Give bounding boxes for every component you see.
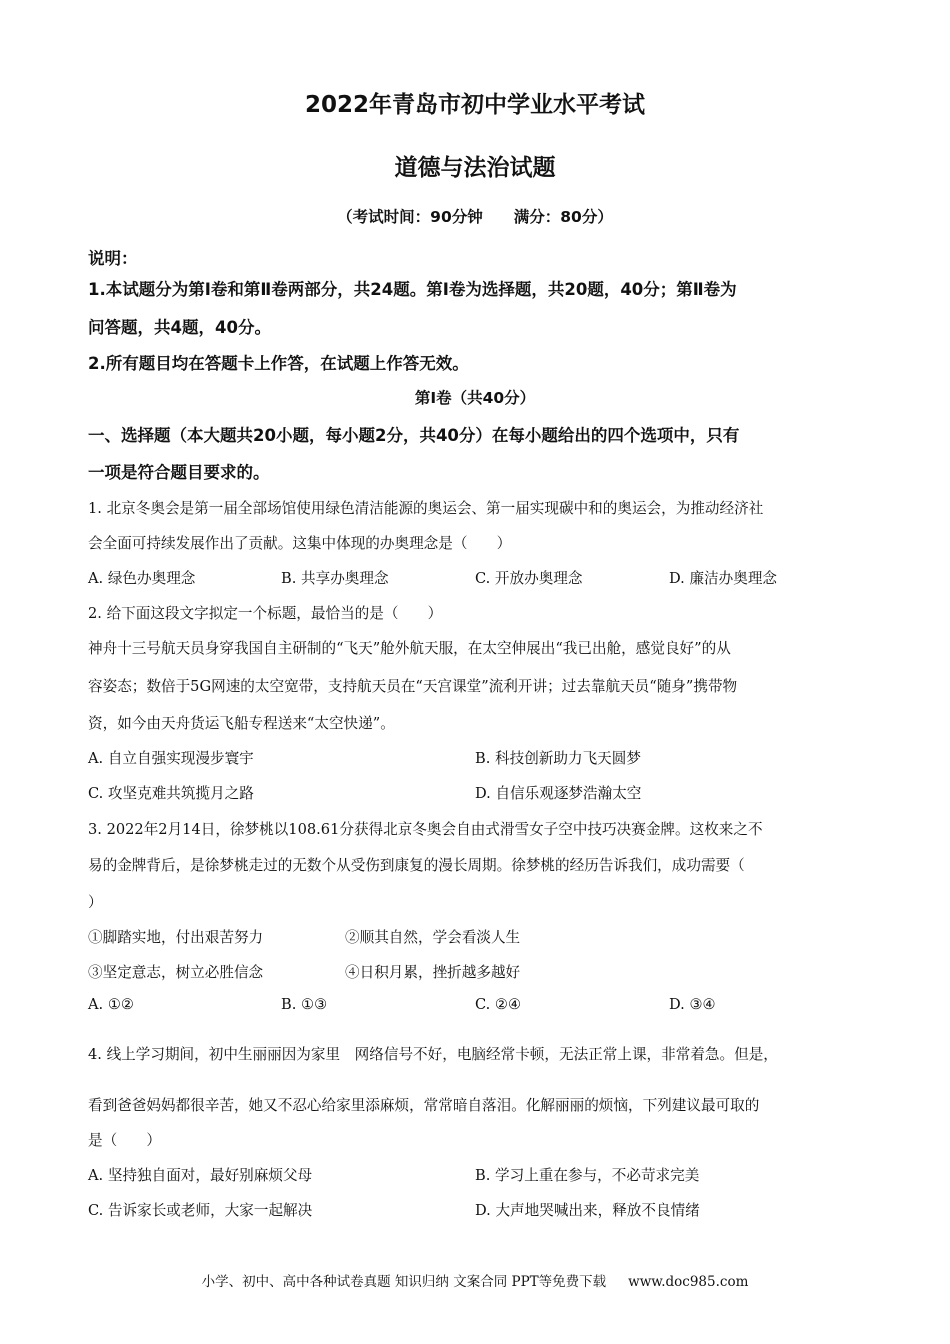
question-2-passage-c: 资，如今由天舟货运飞船专程送来“太空快递”。 bbox=[88, 715, 395, 732]
question-1-stem-b: 会全面可持续发展作出了贡献。这集中体现的办奥理念是（ ） bbox=[88, 535, 512, 552]
q3-statement-4: ④日积月累，挫折越多越好 bbox=[345, 964, 521, 981]
exam-info: （考试时间：90分钟 满分：80分） bbox=[337, 208, 613, 226]
q2-option-b: B. 科技创新助力飞天圆梦 bbox=[475, 750, 641, 767]
question-3-stem-b: 易的金牌背后，是徐梦桃走过的无数个从受伤到康复的漫长周期。徐梦桃的经历告诉我们，成功需要（ bbox=[88, 857, 745, 874]
section-heading-b: 一项是符合题目要求的。 bbox=[88, 463, 270, 482]
section-heading-a: 一、选择题（本大题共20小题，每小题2分，共40分）在每小题给出的四个选项中，只有 bbox=[88, 426, 740, 445]
instruction-line-1a: 1.本试题分为第Ⅰ卷和第Ⅱ卷两部分，共24题。第Ⅰ卷为选择题，共20题，40分；第Ⅱ卷为 bbox=[88, 280, 737, 299]
q4-option-a: A. 坚持独自面对，最好别麻烦父母 bbox=[88, 1167, 313, 1184]
q1-option-b: B. 共享办奥理念 bbox=[281, 570, 389, 587]
q3-statement-2: ②顺其自然，学会看淡人生 bbox=[345, 929, 521, 946]
q2-option-c: C. 攻坚克难共筑揽月之路 bbox=[88, 785, 254, 802]
page-footer bbox=[0, 1270, 950, 1290]
q3-option-a: A. ①② bbox=[88, 996, 134, 1013]
q3-option-c: C. ②④ bbox=[475, 996, 522, 1013]
instruction-line-1b: 问答题，共4题，40分。 bbox=[88, 318, 271, 337]
q1-option-a: A. 绿色办奥理念 bbox=[88, 570, 196, 587]
q1-option-d: D. 廉洁办奥理念 bbox=[669, 570, 778, 587]
q3-statement-1: ①脚踏实地，付出艰苦努力 bbox=[88, 929, 264, 946]
question-3-stem-a: 3. 2022年2月14日，徐梦桃以108.61分获得北京冬奥会自由式滑雪女子空中技巧决赛金牌。这枚来之不 bbox=[88, 821, 763, 838]
q2-option-d: D. 自信乐观逐梦浩瀚太空 bbox=[475, 785, 642, 802]
subject-title: 道德与法治试题 bbox=[394, 155, 556, 181]
part1-heading: 第Ⅰ卷（共40分） bbox=[414, 389, 536, 407]
question-4-stem-a: 4. 线上学习期间，初中生丽丽因为家里 网络信号不好，电脑经常卡顿，无法正常上课，非常着急。但是， bbox=[88, 1046, 778, 1063]
question-2-passage-b: 容姿态；数倍于5G网速的太空宽带，支持航天员在“天宫课堂”流利开讲；过去靠航天员“随身”携带物 bbox=[88, 678, 738, 695]
instruction-line-2: 2.所有题目均在答题卡上作答，在试题上作答无效。 bbox=[88, 354, 469, 373]
q2-option-a: A. 自立自强实现漫步寰宇 bbox=[88, 750, 254, 767]
q4-option-c: C. 告诉家长或老师，大家一起解决 bbox=[88, 1202, 313, 1219]
instructions-heading: 说明： bbox=[88, 249, 138, 268]
q1-option-c: C. 开放办奥理念 bbox=[475, 570, 583, 587]
question-2-stem: 2. 给下面这段文字拟定一个标题，最恰当的是（ ） bbox=[88, 605, 443, 622]
question-4-stem-b: 看到爸爸妈妈都很辛苦，她又不忍心给家里添麻烦，常常暗自落泪。化解丽丽的烦恼，下列建议最可取的 bbox=[88, 1097, 760, 1114]
question-1-stem-a: 1. 北京冬奥会是第一届全部场馆使用绿色清洁能源的奥运会、第一届实现碳中和的奥运会，为推动经济社 bbox=[88, 500, 764, 517]
q4-option-d: D. 大声地哭喊出来，释放不良情绪 bbox=[475, 1202, 700, 1219]
question-2-passage-a: 神舟十三号航天员身穿我国自主研制的“飞天”舱外航天服，在太空伸展出“我已出舱，感觉良好”的从 bbox=[88, 640, 731, 657]
q3-option-d: D. ③④ bbox=[669, 996, 716, 1013]
exam-title: 2022年青岛市初中学业水平考试 bbox=[304, 92, 645, 118]
footer-text: 小学、初中、高中各种试卷真题 知识归纳 文案合同 PPT等免费下载 bbox=[201, 1274, 607, 1290]
q3-statement-3: ③坚定意志，树立必胜信念 bbox=[88, 964, 264, 981]
q4-option-b: B. 学习上重在参与，不必苛求完美 bbox=[475, 1167, 700, 1184]
footer-url[interactable]: www.doc985.com bbox=[628, 1274, 749, 1290]
question-3-stem-c: ） bbox=[88, 894, 103, 911]
question-4-stem-c: 是（ ） bbox=[88, 1132, 161, 1149]
q3-option-b: B. ①③ bbox=[281, 996, 328, 1013]
